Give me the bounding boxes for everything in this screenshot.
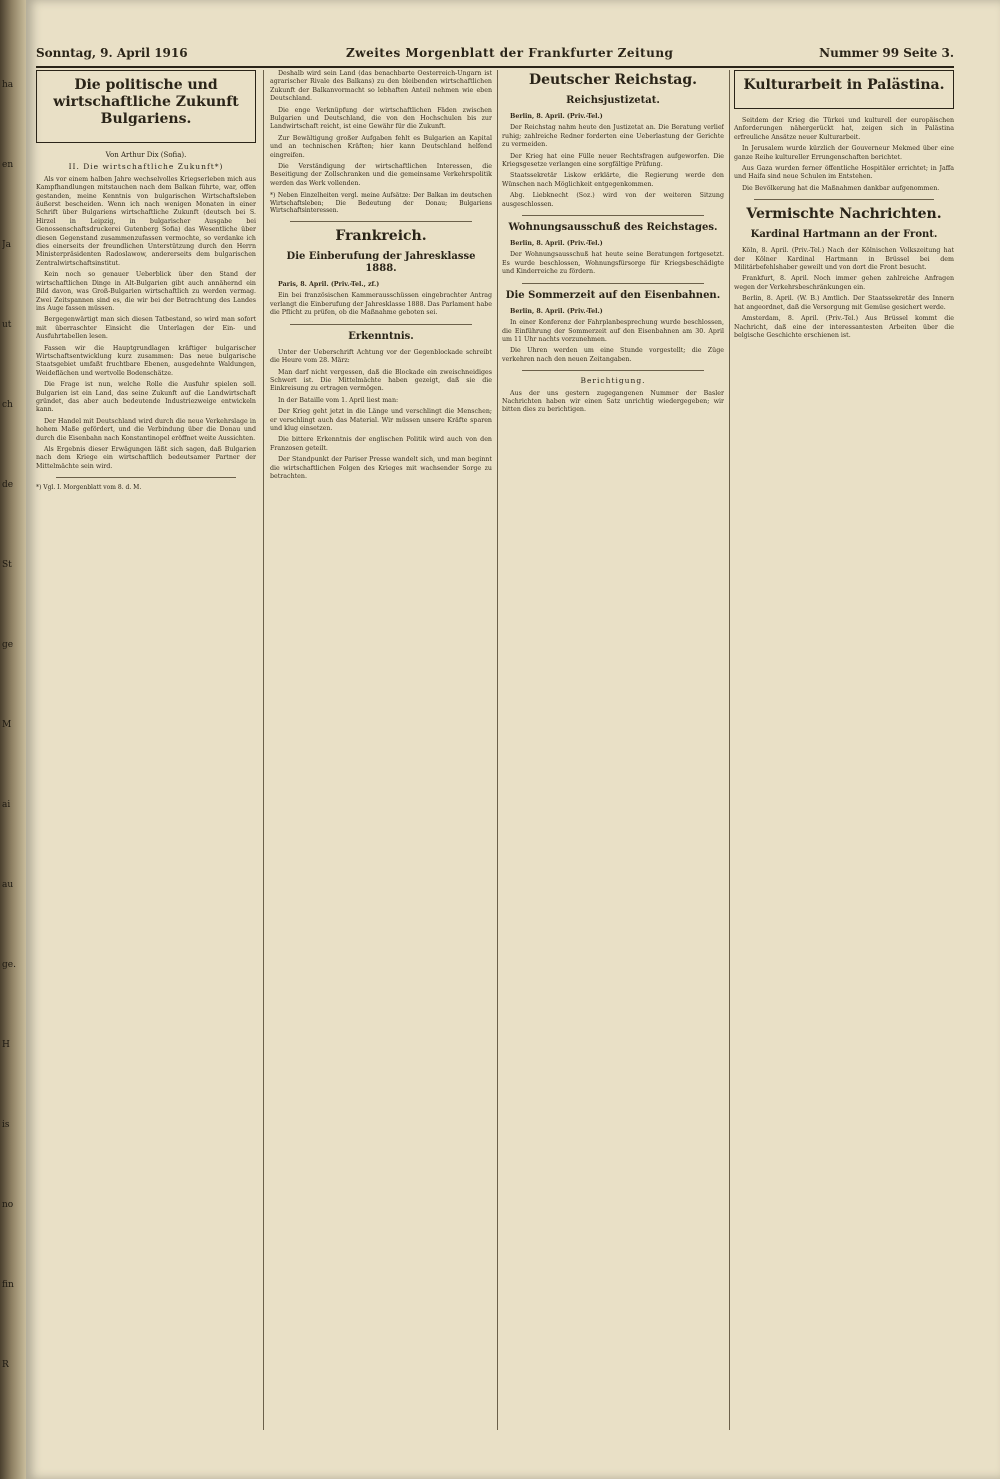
paragraph: Der Wohnungsausschuß hat heute seine Beratungen fortgesetzt. Es wurde beschlossen, Wohnungsfürsorge für Kriegsbeschädigte und Kinderreiche zu fördern. <box>502 251 724 276</box>
adjacent-page-fragment: au <box>2 880 14 890</box>
article-byline: Von Arthur Dix (Sofia). <box>105 151 187 159</box>
paragraph: Man darf nicht vergessen, daß die Blockade ein zweischneidiges Schwert ist. Die Mittelmächte haben gezeigt, daß sie die Einkreisung zu ertragen vermögen. <box>270 368 492 393</box>
section-title: II. Die wirtschaftliche Zukunft*) <box>68 162 224 172</box>
paragraph: Deshalb wird sein Land (das benachbarte Oesterreich-Ungarn ist agrarischer Rivale des Balkans) zu den bleibenden wirtschaftlichen Zukunft der Balkanvormacht so lebhaften Anteil nehmen wie eben Deutschland. <box>270 70 492 103</box>
column-rule <box>497 70 498 1430</box>
article-bulgaria-header <box>36 70 256 143</box>
article-body <box>502 251 724 276</box>
divider <box>522 283 704 284</box>
column-rule <box>729 70 730 1430</box>
column-1 <box>36 70 256 1430</box>
adjacent-page-fragment: ai <box>2 800 11 810</box>
divider <box>754 199 934 200</box>
paragraph: Seitdem der Krieg die Türkei und kulturell der europäischen Anforderungen nähergerückt hat, zeigen sich in Palästina erfreuliche Ansätze neuer Kulturarbeit. <box>734 117 954 141</box>
article-body <box>36 176 256 471</box>
paragraph: Unter der Ueberschrift Achtung vor der Gegenblockade schreibt die Heure vom 28. März: <box>270 348 492 365</box>
masthead-issue: Nummer 99 Seite 3. <box>819 46 954 60</box>
section-title: Berichtigung. <box>580 376 646 386</box>
article-subhead: Reichsjustizetat. <box>566 95 660 106</box>
column-rule <box>263 70 264 1430</box>
adjacent-page-fragment: St <box>2 560 12 570</box>
column-4 <box>734 70 954 1430</box>
paragraph: Amsterdam, 8. April. (Priv.-Tel.) Aus Brüssel kommt die Nachricht, daß eine der interessantesten Arbeiten über die belgische Geschichte erschienen ist. <box>734 315 954 339</box>
masthead-date: Sonntag, 9. April 1916 <box>36 46 188 60</box>
article-body <box>502 390 724 415</box>
paragraph: Kein noch so genauer Ueberblick über den Stand der wirtschaftlichen Dinge in Alt-Bulgarien gibt auch annähernd ein Bild davon, was Groß-Bulgarien wirtschaftlich zu werden vermag. Zwei Zeitspannen sind es, die wir bei der Betrachtung des Landes ins Auge fassen müssen. <box>36 271 256 312</box>
paragraph: Aus Gaza wurden ferner öffentliche Hospitäler errichtet; in Jaffa und Haifa sind neue Schulen im Entstehen. <box>734 165 954 181</box>
paragraph: Ein bei französischen Kammerausschüssen eingebrachter Antrag verlangt die Einberufung der Jahresklasse 1888. Das Parlament habe die Pflicht zu prüfen, ob die Maßnahme geboten sei. <box>270 292 492 317</box>
paragraph: Abg. Liebknecht (Soz.) wird von der weiteren Sitzung ausgeschlossen. <box>502 192 724 208</box>
paragraph: Der Handel mit Deutschland wird durch die neue Verkehrslage in hohem Maße gefördert, und die Verbindung über die Donau und durch die Eisenbahn nach Konstantinopel eröffnet weite Aussichten. <box>36 417 256 442</box>
paragraph: Köln, 8. April. (Priv.-Tel.) Nach der Kölnischen Volkszeitung hat der Kölner Kardinal Hartmann in Brüssel bei dem Militärbefehlshaber geweilt und von dort die Front besucht. <box>734 247 954 272</box>
dateline: Paris, 8. April. (Priv.-Tel., zf.) <box>278 281 380 289</box>
divider <box>522 215 704 216</box>
paragraph: Fassen wir die Hauptgrundlagen kräftiger bulgarischer Wirtschaftsentwicklung kurz zusammen: Das neue bulgarische Staatsgebiet umfaßt fruchtbare Ebenen, ausgedehnte Waldungen, Weideflächen und wertvolle Bodenschätze. <box>36 344 256 377</box>
paragraph: Der Standpunkt der Pariser Presse wandelt sich, und man beginnt die wirtschaftlichen Folgen des Krieges mit wachsender Sorge zu betrachten. <box>270 456 492 480</box>
dateline: Berlin, 8. April. (Priv.-Tel.) <box>510 240 603 248</box>
adjacent-page-fragment: ha <box>2 80 14 90</box>
article-palestine-header <box>734 70 954 109</box>
adjacent-page-fragment: ch <box>2 400 13 410</box>
paragraph: Die enge Verknüpfung der wirtschaftlichen Fäden zwischen Bulgarien und Deutschland, die von den Hochschulen bis zur Landwirtschaft reicht, ist eine Gewähr für die Zukunft. <box>270 106 492 131</box>
adjacent-page-fragment: M <box>2 720 12 730</box>
paragraph: Die Bevölkerung hat die Maßnahmen dankbar aufgenommen. <box>742 184 940 192</box>
article-headline: Vermischte Nachrichten. <box>746 206 942 223</box>
paragraph: Bergegenwärtigt man sich diesen Tatbestand, so wird man sofort mit überraschter Einsicht die Unterlagen der Ein- und Ausfuhrtabellen lesen. <box>36 316 256 341</box>
adjacent-page-fragment: fin <box>2 1280 14 1290</box>
adjacent-page-fragment: H <box>2 1040 10 1050</box>
footnote: *) Vgl. I. Morgenblatt vom 8. d. M. <box>36 484 142 492</box>
dateline: Berlin, 8. April. (Priv.-Tel.) <box>510 307 603 315</box>
adjacent-page-fragment: ge <box>2 640 14 650</box>
adjacent-page-fragment: Ja <box>2 240 11 250</box>
paragraph: Der Reichstag nahm heute den Justizetat an. Die Beratung verlief ruhig; zahlreiche Redner forderten eine Ueberlastung der Gerichte zu vermeiden. <box>502 124 724 149</box>
article-headline: Die politische und wirtschaftliche Zukunft Bulgariens. <box>53 77 239 127</box>
paragraph: In Jerusalem wurde kürzlich der Gouverneur Mekmed über eine ganze Reihe kultureller Errungenschaften berichtet. <box>734 145 954 161</box>
article-body <box>502 319 724 364</box>
adjacent-page-fragment: is <box>2 1120 10 1130</box>
article-body <box>502 124 724 209</box>
article-body <box>270 292 492 317</box>
binding-gutter <box>0 0 26 1479</box>
paragraph: Als Ergebnis dieser Erwägungen läßt sich sagen, daß Bulgarien nach dem Kriege ein wirtschaftlich bedeutsamer Partner der Mittelmächte sein wird. <box>36 446 256 470</box>
article-body <box>270 349 492 482</box>
adjacent-page-fragment: ut <box>2 320 12 330</box>
article-body <box>734 117 954 193</box>
article-headline: Wohnungsausschuß des Reichstages. <box>508 222 718 234</box>
paragraph: Frankfurt, 8. April. Noch immer gehen zahlreiche Anfragen wegen der Verkehrsbeschränkungen ein. <box>734 275 954 291</box>
column-2 <box>270 70 492 1430</box>
adjacent-page-fragment: no <box>2 1200 14 1210</box>
paragraph: Zur Bewältigung großer Aufgaben fehlt es Bulgarien an Kapital und an technischen Kräften; hier kann Deutschland helfend eingreifen. <box>270 134 492 159</box>
column-3 <box>502 70 724 1430</box>
paragraph: Berlin, 8. April. (W. B.) Amtlich. Der Staatssekretär des Innern hat angeordnet, daß die Versorgung mit Gemüse gesichert werde. <box>734 295 954 311</box>
paragraph: Die Frage ist nun, welche Rolle die Ausfuhr spielen soll. Bulgarien ist ein Land, das seine Zukunft auf die Landwirtschaft gründet, das aber auch bedeutende Industriezweige entwickeln kann. <box>36 381 256 414</box>
paragraph: In der Bataille vom 1. April liest man: <box>278 396 399 404</box>
paragraph: Als vor einem halben Jahre wechselvolles Kriegserleben mich aus Kampfhandlungen mitstauchen nach dem Balkan führte, war, offen gestanden, meine Kenntnis von bulgarischen Wirtschaftsleben äußerst bescheiden. Wenn ich nach wenigen Monaten in einer Schrift über Bulgariens wirtschaftliche Zukunft (deutsch bei S. Hirzel in Leipzig, in bulgarischer Ausgabe bei Genossenschaftsdruckerei Gutenberg Sofia) das Wesentliche über diesen Gegenstand zusammenzufassen vermochte, so verdanke ich dies einerseits der freundlichen Unterstützung durch den Herrn Ministerpräsidenten Radoslawow, andererseits dem bulgarischen Zentralwirtschaftsinstitut. <box>36 175 256 267</box>
section-title: Erkenntnis. <box>348 330 414 342</box>
paragraph: Staatssekretär Liskow erklärte, die Regierung werde den Wünschen nach Möglichkeit entgegenkommen. <box>502 172 724 188</box>
article-subhead: Die Einberufung der Jahresklasse 1888. <box>286 251 476 275</box>
paragraph: Der Krieg hat eine Fülle neuer Rechtsfragen aufgeworfen. Die Kriegsgesetze verlangen eine sorgfältige Prüfung. <box>502 152 724 169</box>
adjacent-page-fragment: R <box>2 1360 9 1370</box>
divider <box>290 221 472 222</box>
divider <box>290 324 472 325</box>
masthead-title: Zweites Morgenblatt der Frankfurter Zeitung <box>346 46 674 60</box>
article-headline: Deutscher Reichstag. <box>528 72 698 88</box>
article-headline: Die Sommerzeit auf den Eisenbahnen. <box>505 289 721 301</box>
adjacent-page-fragment: ge. <box>2 960 16 970</box>
article-headline: Kulturarbeit in Palästina. <box>743 77 945 93</box>
paragraph: Aus der uns gestern zugegangenen Nummer der Basler Nachrichten haben wir einen Satz unrichtig wiedergegeben; wir bitten dies zu berichtigen. <box>502 389 724 414</box>
article-headline: Frankreich. <box>335 228 427 245</box>
adjacent-page-fragment: en <box>2 160 14 170</box>
article-body <box>734 247 954 340</box>
article-body <box>270 70 492 188</box>
divider <box>522 370 704 371</box>
paragraph: Der Krieg geht jetzt in die Länge und verschlingt die Menschen; er verschlingt auch das Material. Wir müssen unsere Kräfte sparen und klug einsetzen. <box>270 408 492 432</box>
divider <box>56 477 236 478</box>
footnote: *) Neben Einzelheiten vergl. meine Aufsätze: Der Balkan im deutschen Wirtschaftsleben; Die Bedeutung der Donau; Bulgariens Wirtschaftsinteressen. <box>270 192 492 215</box>
dateline: Berlin, 8. April. (Priv.-Tel.) <box>510 113 603 120</box>
adjacent-page-fragment: de <box>2 480 14 490</box>
masthead <box>36 44 954 68</box>
paragraph: Die Verständigung der wirtschaftlichen Interessen, die Beseitigung der Zollschranken und die gemeinsame Verkehrspolitik werden das Werk vollenden. <box>270 163 492 187</box>
paragraph: Die bittere Erkenntnis der englischen Politik wird auch von den Franzosen geteilt. <box>270 436 492 452</box>
article-subhead: Kardinal Hartmann an der Front. <box>750 229 938 241</box>
paragraph: In einer Konferenz der Fahrplanbesprechung wurde beschlossen, die Einführung der Sommerzeit auf den Eisenbahnen am 30. April um 11 Uhr nachts vorzunehmen. <box>502 319 724 343</box>
paragraph: Die Uhren werden um eine Stunde vorgestellt; die Züge verkehren nach den neuen Zeitangaben. <box>502 347 724 363</box>
